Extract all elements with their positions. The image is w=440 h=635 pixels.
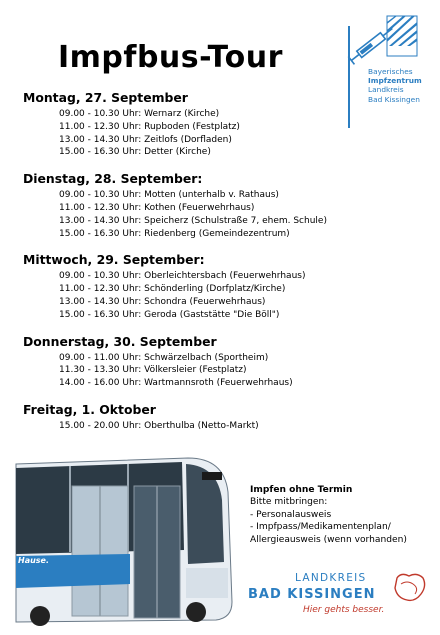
slot-time: 15.00 - 16.30 Uhr: [59, 309, 142, 320]
slot-place: Detter (Kirche) [144, 147, 211, 158]
slot-place: Schondra (Feuerwehrhaus) [144, 296, 266, 307]
schedule-slot [59, 296, 353, 309]
slot-time: 13.00 - 14.30 Uhr: [59, 215, 142, 226]
slot-time: 13.00 - 14.30 Uhr: [59, 134, 142, 145]
slot-place: Rupboden (Festplatz) [144, 121, 240, 132]
logo-line3: Landkreis [368, 85, 404, 95]
slot-time: 11.30 - 13.30 Uhr: [59, 365, 142, 376]
schedule-slot [59, 108, 353, 121]
day-block [23, 252, 353, 321]
impfzentrum-logo-text [368, 67, 422, 104]
info-intro: Bitte mitbringen: [250, 497, 328, 508]
slot-place: Zeitlofs (Dorfladen) [144, 134, 232, 145]
day-heading: Donnerstag, 30. September [23, 333, 217, 349]
slot-time: 11.00 - 12.30 Uhr: [59, 284, 142, 295]
info-item: - Impfpass/Medikamentenplan/ [250, 522, 391, 533]
schedule-slot [59, 189, 353, 202]
slot-place: Riedenberg (Gemeindezentrum) [144, 228, 290, 239]
schedule-slot [59, 270, 353, 283]
day-heading: Montag, 27. September [23, 90, 188, 105]
schedule-slot [59, 283, 353, 296]
impfzentrum-logo [345, 14, 433, 132]
slot-place: Speicherz (Schulstraße 7, ehem. Schule) [144, 215, 327, 226]
day-heading: Mittwoch, 29. September: [23, 252, 205, 268]
slot-time: 09.00 - 10.30 Uhr: [59, 271, 142, 282]
bus-text: Hause. [18, 556, 50, 565]
schedule-slot [59, 420, 353, 433]
schedule-slot [59, 215, 353, 228]
landkreis-line2: BAD KISSINGEN [248, 587, 376, 602]
slot-place: Oberleichtersbach (Feuerwehrhaus) [144, 271, 306, 282]
slot-place: Völkersleier (Festplatz) [144, 365, 247, 376]
slot-place: Schwärzelbach (Sportheim) [144, 352, 269, 363]
schedule-slot [59, 352, 353, 365]
slot-place: Motten (unterhalb v. Rathaus) [144, 190, 279, 201]
landkreis-map-icon [391, 570, 429, 606]
schedule-slot [59, 202, 353, 215]
day-block [23, 90, 353, 159]
landkreis-line1: LANDKREIS [295, 572, 367, 584]
landkreis-logo [248, 566, 433, 628]
info-box [250, 484, 435, 546]
schedule-slot [59, 134, 353, 147]
bus-image [10, 452, 242, 630]
slot-time: 15.00 - 16.30 Uhr: [59, 228, 142, 239]
schedule-slot [59, 228, 353, 241]
day-block [23, 171, 353, 240]
day-heading: Freitag, 1. Oktober [23, 401, 156, 417]
slot-place: Schönderling (Dorfplatz/Kirche) [144, 284, 286, 295]
slot-place: Wartmannsroth (Feuerwehrhaus) [144, 378, 293, 389]
slot-time: 09.00 - 10.30 Uhr: [59, 190, 142, 201]
slot-place: Oberthulba (Netto-Markt) [144, 420, 259, 431]
schedule-slot [59, 309, 353, 322]
day-heading: Dienstag, 28. September: [23, 171, 203, 187]
schedule-slot [59, 121, 353, 134]
info-item: - Personalausweis [250, 509, 332, 520]
info-heading: Impfen ohne Termin [250, 485, 353, 495]
schedule-slot [59, 377, 353, 390]
day-block [23, 402, 353, 433]
slot-place: Kothen (Feuerwehrhaus) [144, 202, 255, 213]
slot-time: 15.00 - 16.30 Uhr: [59, 147, 142, 158]
slot-place: Wernarz (Kirche) [144, 109, 220, 119]
slot-time: 14.00 - 16.00 Uhr: [59, 378, 142, 389]
slot-time: 09.00 - 10.30 Uhr: [59, 109, 142, 119]
slot-place: Geroda (Gaststätte "Die Böll") [144, 309, 280, 320]
slot-time: 11.00 - 12.30 Uhr: [59, 121, 142, 132]
schedule-slot [59, 146, 353, 159]
slot-time: 11.00 - 12.30 Uhr: [59, 202, 142, 213]
logo-line4: Bad Kissingen [368, 94, 420, 104]
logo-line2: Impfzentrum [368, 76, 422, 86]
page-title: Impfbus-Tour [58, 40, 283, 75]
slot-time: 13.00 - 14.30 Uhr: [59, 296, 142, 307]
schedule [23, 90, 353, 445]
schedule-slot [59, 364, 353, 377]
info-item: Allergieausweis (wenn vorhanden) [250, 534, 407, 545]
day-block [23, 334, 353, 390]
landkreis-slogan: Hier gehts besser. [303, 605, 385, 615]
slot-time: 15.00 - 20.00 Uhr: [59, 420, 142, 431]
slot-time: 09.00 - 11.00 Uhr: [59, 352, 142, 363]
logo-line1: Bayerisches [368, 67, 413, 76]
